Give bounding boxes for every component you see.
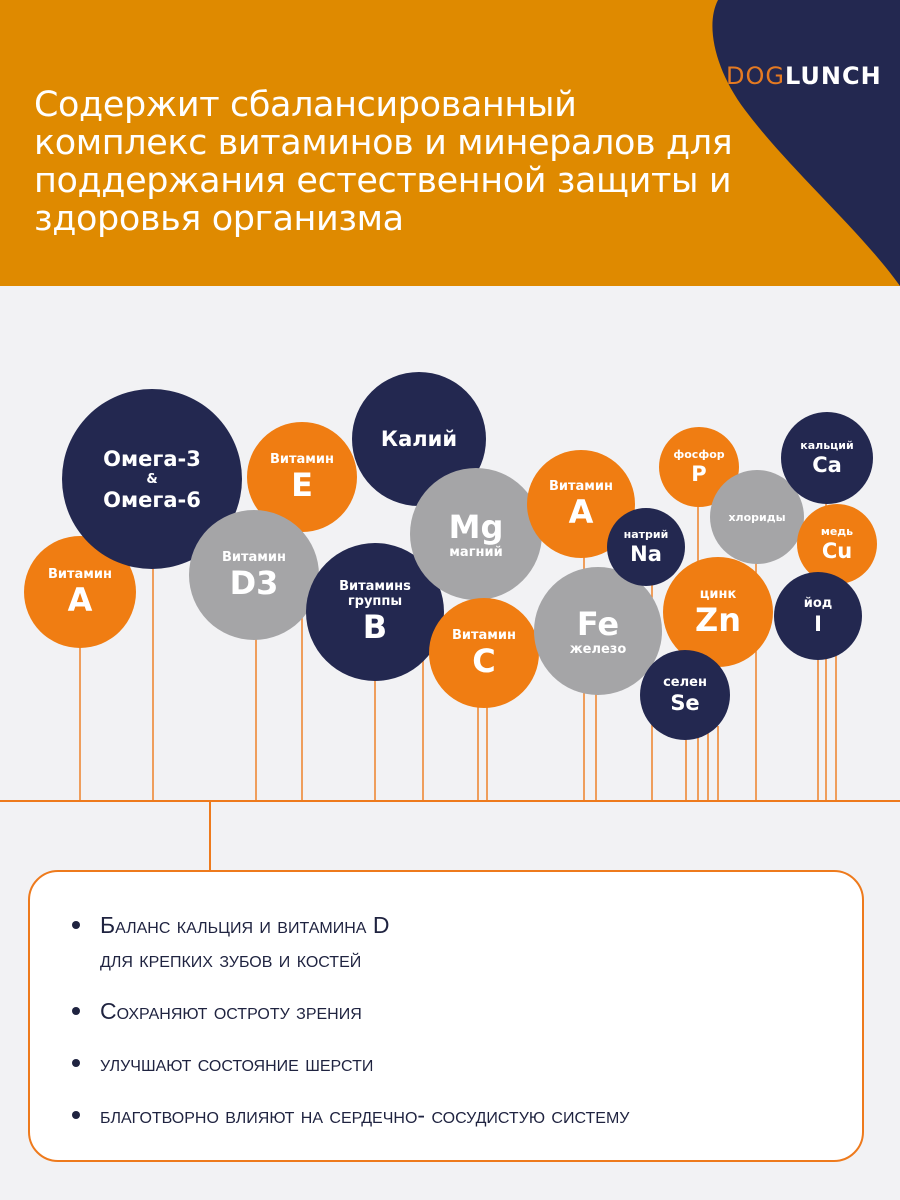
bubble-label: Витаминs bbox=[339, 579, 411, 594]
benefit-text: благотворно влияют на сердечно- сосудистую систему bbox=[100, 1102, 630, 1128]
bubble-label: железо bbox=[569, 641, 627, 657]
bubble-label: селен bbox=[663, 674, 707, 690]
bubble-symbol: C bbox=[472, 641, 496, 680]
list-item bbox=[70, 1046, 629, 1080]
benefits-box bbox=[28, 870, 864, 1162]
bubble-label: Омега-3 bbox=[103, 446, 201, 471]
bubble-label: Омега-6 bbox=[103, 487, 201, 512]
bubble-symbol: Ca bbox=[812, 452, 842, 477]
logo-dog: DOG bbox=[726, 62, 785, 90]
bubble-symbol: Cu bbox=[821, 538, 853, 563]
bubble-label: медь bbox=[820, 524, 854, 538]
bubble-label: Калий bbox=[380, 427, 458, 451]
bubble-label: Витамин bbox=[548, 478, 614, 494]
bubble-label: хлориды bbox=[728, 510, 786, 524]
connector-stub bbox=[209, 800, 211, 872]
bubble-symbol: P bbox=[691, 461, 707, 486]
list-item bbox=[70, 994, 629, 1028]
bullet-icon bbox=[72, 921, 80, 929]
bullet-icon bbox=[72, 1059, 80, 1067]
bubble-symbol: Na bbox=[630, 541, 662, 566]
bubble-label: Витамин bbox=[47, 566, 113, 582]
benefit-text: Сохраняют остроту зрения bbox=[100, 998, 362, 1024]
bullet-icon bbox=[72, 1111, 80, 1119]
bubble-label: кальций bbox=[800, 438, 854, 452]
bubble-label: йод bbox=[803, 595, 833, 611]
logo-lunch: LUNCH bbox=[784, 62, 882, 90]
benefit-text: Баланс кальция и витамина D bbox=[100, 912, 390, 938]
bubble-label: фосфор bbox=[673, 447, 725, 461]
bubble-selenium bbox=[640, 650, 730, 740]
bubble-symbol: Zn bbox=[695, 600, 741, 639]
bubble-label: Витамин bbox=[451, 627, 517, 643]
bubble-sodium bbox=[607, 508, 685, 586]
benefits-list bbox=[70, 908, 629, 1150]
bubble-symbol: Se bbox=[670, 690, 700, 715]
bubble-calcium bbox=[781, 412, 873, 504]
bubble-iron bbox=[534, 567, 662, 695]
bubble-symbol: A bbox=[67, 580, 93, 619]
list-item bbox=[70, 908, 629, 976]
bubble-vitamin-d3 bbox=[189, 510, 319, 640]
list-item bbox=[70, 1098, 629, 1132]
header-banner bbox=[0, 0, 900, 286]
bubble-label: Витамин bbox=[221, 549, 287, 565]
bubble-symbol: B bbox=[362, 608, 388, 646]
bullet-icon bbox=[72, 1007, 80, 1015]
benefit-text: улучшают состояние шерсти bbox=[100, 1050, 374, 1076]
bubble-label: & bbox=[146, 471, 158, 487]
connector-line bbox=[0, 800, 900, 802]
bubble-label: группы bbox=[347, 594, 403, 609]
bubble-symbol: D3 bbox=[229, 563, 279, 602]
bubble-symbol: I bbox=[814, 611, 822, 636]
bubble-iodine bbox=[774, 572, 862, 660]
page-title: Содержит сбалансированный комплекс витаминов и минералов для поддержания естественной защиты и здоровья организма bbox=[34, 85, 733, 239]
bubble-label: натрий bbox=[623, 527, 669, 541]
benefit-text: для крепких зубов и костей bbox=[100, 946, 362, 972]
bubble-symbol: Mg bbox=[448, 507, 504, 546]
bubble-symbol: E bbox=[291, 465, 313, 504]
bubble-label: Витамин bbox=[269, 451, 335, 467]
bubble-vitamin-c bbox=[429, 598, 539, 708]
bubble-symbol: Fe bbox=[576, 604, 620, 643]
bubble-label: цинк bbox=[699, 586, 737, 602]
bubble-symbol: A bbox=[568, 492, 594, 531]
bubble-label: магний bbox=[449, 544, 503, 560]
bubble-magnesium bbox=[410, 468, 542, 600]
